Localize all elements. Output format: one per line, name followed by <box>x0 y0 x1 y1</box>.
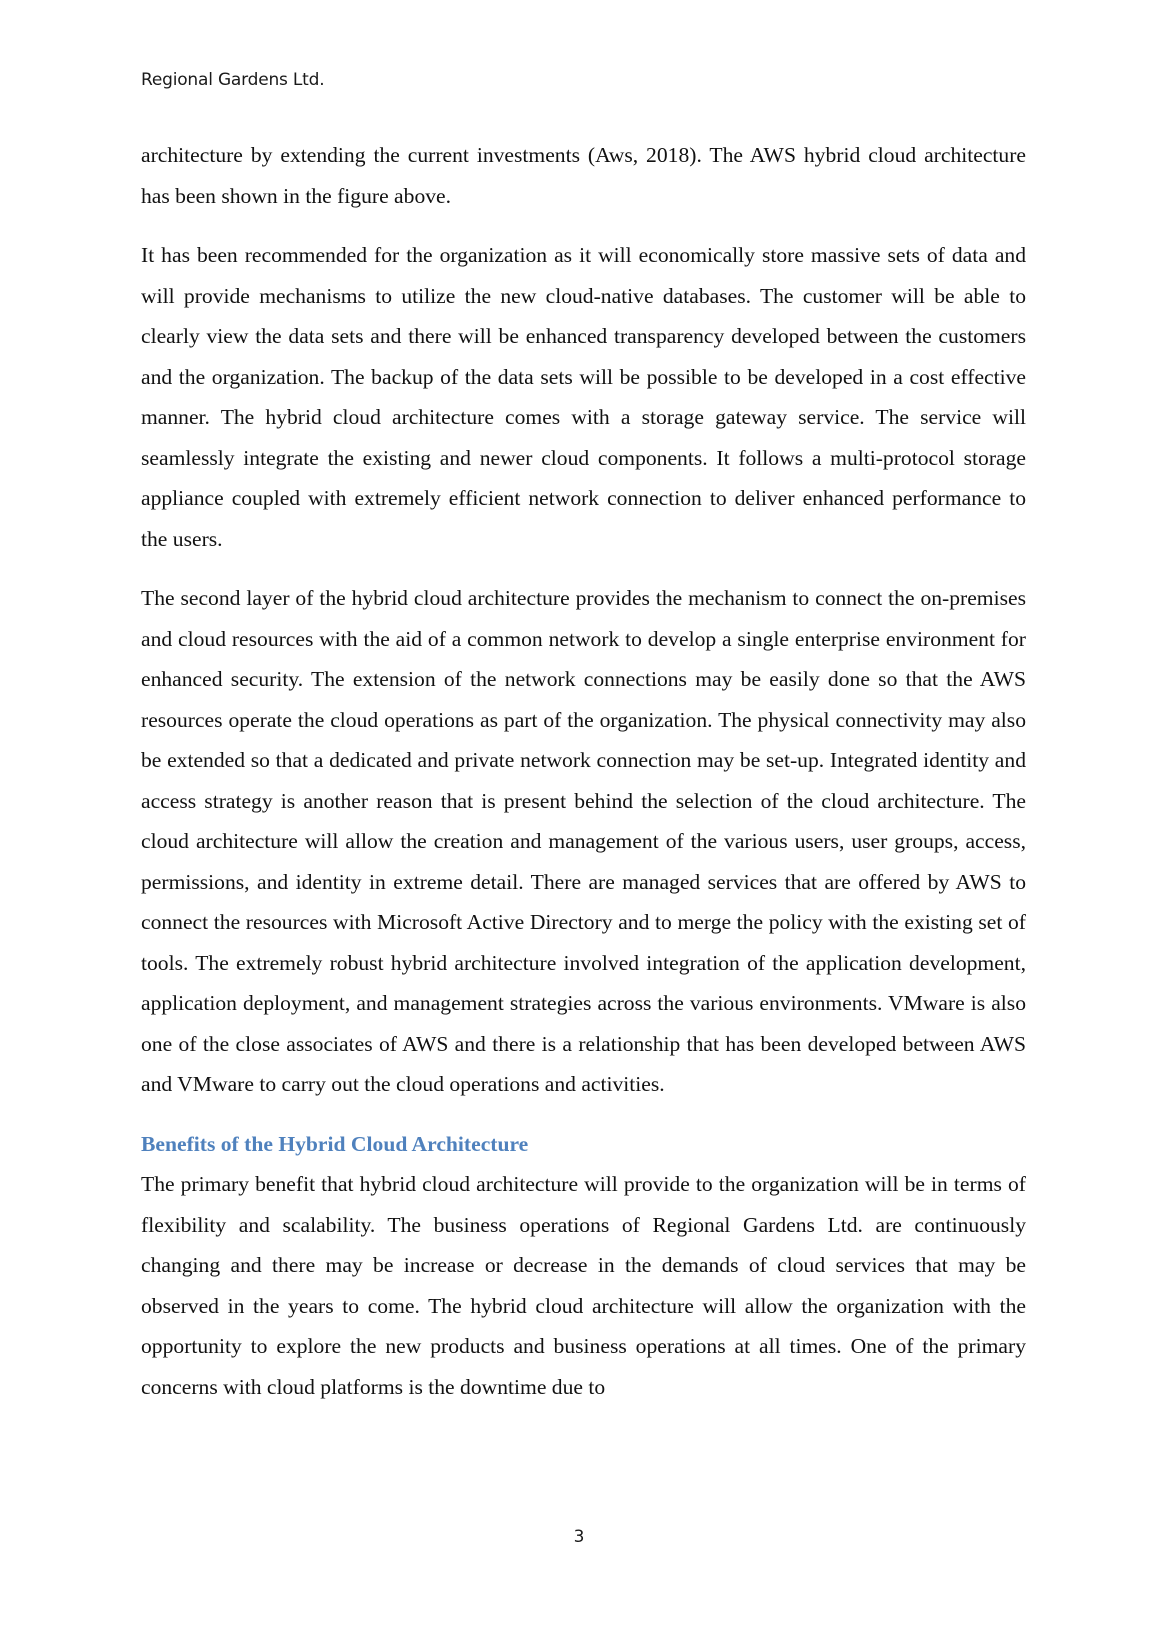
paragraph-continuation: architecture by extending the current investments (Aws, 2018). The AWS hybrid cloud architecture has been shown in the figure above. <box>141 143 1026 208</box>
section-heading: Benefits of the Hybrid Cloud Architecture <box>141 1131 529 1156</box>
paragraph-second-layer: The second layer of the hybrid cloud architecture provides the mechanism to connect the on-premises and cloud resources with the aid of a common network to develop a single enterprise environment for enhanced security. The extension of the network connections may be easily done so that the AWS resources operate the cloud operations as part of the organization. The physical connectivity may also be extended so that a dedicated and private network connection may be set-up. Integrated identity and access strategy is another reason that is present behind the selection of the cloud architecture. The cloud architecture will allow the creation and management of the various users, user groups, access, permissions, and identity in extreme detail. There are managed services that are offered by AWS to connect the resources with Microsoft Active Directory and to merge the policy with the existing set of tools. The extremely robust hybrid architecture involved integration of the application development, application deployment, and management strategies across the various environments. VMware is also one of the close associates of AWS and there is a relationship that has been developed between AWS and VMware to carry out the cloud operations and activities. <box>141 586 1026 1096</box>
paragraph-benefits: The primary benefit that hybrid cloud architecture will provide to the organization will be in terms of flexibility and scalability. The business operations of Regional Gardens Ltd. are continuously changing and there may be increase or decrease in the demands of cloud services that may be observed in the years to come. The hybrid cloud architecture will allow the organization with the opportunity to explore the new products and business operations at all times. One of the primary concerns with cloud platforms is the downtime due to <box>141 1172 1026 1399</box>
page-number: 3 <box>573 1527 585 1547</box>
body-text <box>141 135 1026 1407</box>
running-header: Regional Gardens Ltd. <box>141 70 325 90</box>
paragraph-storage: It has been recommended for the organization as it will economically store massive sets of data and will provide mechanisms to utilize the new cloud-native databases. The customer will be able to clearly view the data sets and there will be enhanced transparency developed between the customers and the organization. The backup of the data sets will be possible to be developed in a cost effective manner. The hybrid cloud architecture comes with a storage gateway service. The service will seamlessly integrate the existing and newer cloud components. It follows a multi-protocol storage appliance coupled with extremely efficient network connection to deliver enhanced performance to the users. <box>141 243 1026 551</box>
